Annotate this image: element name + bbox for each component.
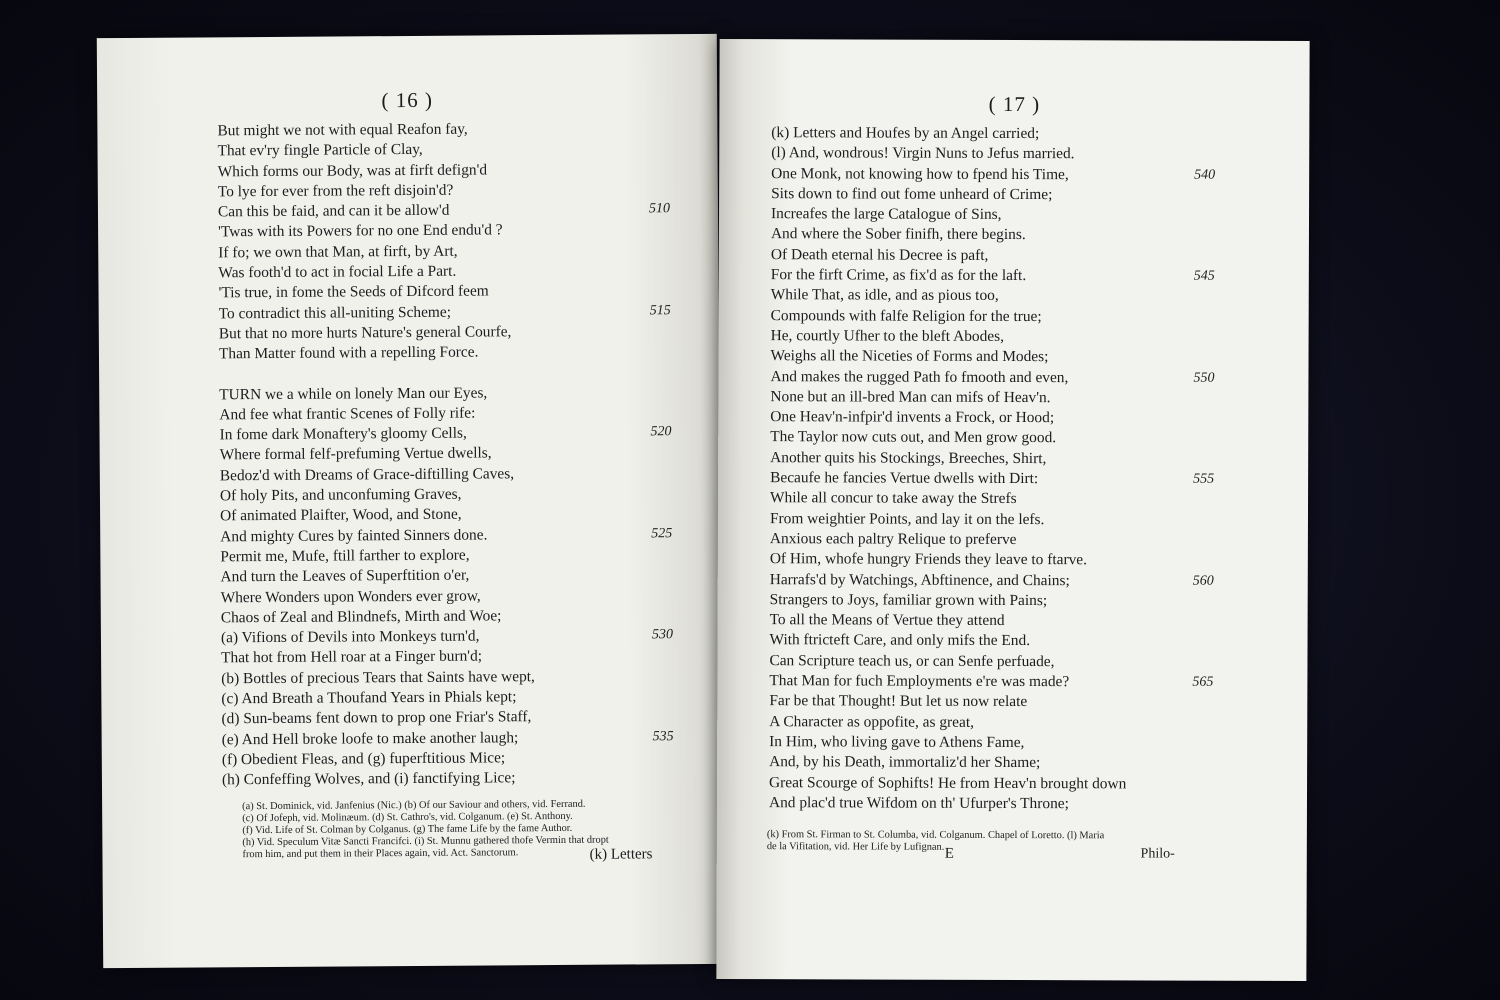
verse-text: With ftricteft Care, and only mifs the End. <box>769 631 1031 650</box>
footnote-line: de la Vifitation, vid. Her Life by Lufignan. <box>766 841 945 853</box>
footnote-line: from him, and put them in their Places again, vid. Act. Sanctorum. <box>242 847 519 861</box>
verse-line <box>771 306 1251 328</box>
verse-text: Another quits his Stockings, Breeches, Shirt, <box>770 448 1047 467</box>
verse-line <box>769 712 1249 734</box>
verse-text: That hot from Hell roar at a Finger burn'd; <box>221 647 483 667</box>
verse-text: The Taylor now cuts out, and Men grow good. <box>770 428 1057 447</box>
footnote-line: (f) Vid. Life of St. Colman by Colganus. (g) The fame Life by the fame Author. <box>242 822 573 837</box>
verse-text: One Monk, not knowing how to fpend his Time, <box>771 164 1069 183</box>
line-number: 555 <box>1193 471 1215 487</box>
verse-text: Of Death eternal his Decree is paft, <box>770 245 989 264</box>
verse-text: (h) Confeffing Wolves, and (i) fanctifying Lice; <box>221 769 516 789</box>
verse-text: And mighty Cures by fainted Sinners done. <box>220 526 488 545</box>
verse-text: Which forms our Body, was at firft defign'd <box>217 161 488 180</box>
verse-text: TURN we a while on lonely Man our Eyes, <box>219 384 488 403</box>
verse-text: Becaufe he fancies Vertue dwells with Dirt: <box>770 469 1039 488</box>
footnote-line: (a) St. Dominick, vid. Janfenius (Nic.) (b) Of our Saviour and others, vid. Ferrand. <box>242 798 586 813</box>
footnote-line: (k) From St. Firman to St. Columba, vid. Colganum. Chapel of Loretto. (l) Maria <box>766 829 1105 842</box>
verse-text: Can this be faid, and can it be allow'd <box>217 201 450 221</box>
verse-text: (b) Bottles of precious Tears that Saints have wept, <box>221 667 535 688</box>
verse-text: He, courtly Ufher to the bleft Abodes, <box>770 327 1005 345</box>
verse-text: Weighs all the Niceties of Forms and Modes; <box>770 347 1049 366</box>
verse-text: (e) And Hell broke loofe to make another laugh; <box>221 728 519 748</box>
verse-line <box>770 509 1250 531</box>
verse-text: Where Wonders upon Wonders ever grow, <box>220 587 481 606</box>
line-number: 565 <box>1192 674 1214 690</box>
verse-text: Strangers to Joys, familiar grown with Pains; <box>769 590 1048 609</box>
verse-text: Increafes the large Catalogue of Sins, <box>771 205 1002 224</box>
left-verse-block <box>217 118 674 790</box>
verse-text: To all the Means of Vertue they attend <box>769 611 1005 630</box>
line-number: 545 <box>1193 268 1215 284</box>
verse-text: Can Scripture teach us, or can Senfe perfuade, <box>769 651 1055 670</box>
verse-line <box>769 651 1249 673</box>
right-catchword: Philo- <box>1140 846 1175 862</box>
line-number: 510 <box>648 201 671 217</box>
line-number: 530 <box>651 627 673 643</box>
footnote-line: (h) Vid. Speculum Vitæ Sancti Francifci. (i) St. Munnu gathered thofe Vermin that dropt <box>242 834 609 849</box>
verse-text: And fee what frantic Scenes of Folly rife: <box>219 404 476 424</box>
verse-line <box>769 671 1249 693</box>
verse-line <box>771 286 1251 308</box>
verse-line <box>770 529 1250 551</box>
verse-line <box>771 123 1251 145</box>
verse-text: One Heav'n-infpir'd invents a Frock, or Hood; <box>770 408 1055 427</box>
verse-line <box>769 752 1249 774</box>
verse-text: But might we not with equal Reafon fay, <box>217 120 468 140</box>
verse-line <box>770 549 1250 571</box>
verse-text: If fo; we own that Man, at firft, by Art, <box>218 242 458 262</box>
verse-text: 'Twas with its Powers for no one End endu'd ? <box>218 221 503 241</box>
verse-line <box>769 793 1249 815</box>
verse-line <box>770 488 1250 510</box>
left-page <box>97 34 723 968</box>
verse-text: To lye for ever from the reft disjoin'd? <box>217 181 454 201</box>
verse-text: Sits down to find out fome unheard of Crime; <box>771 185 1053 204</box>
verse-line <box>770 570 1250 592</box>
left-catchword: (k) Letters <box>589 846 653 863</box>
line-number: 560 <box>1192 573 1214 589</box>
verse-text: (a) Vifions of Devils into Monkeys turn'd, <box>220 627 480 647</box>
verse-line <box>770 468 1250 490</box>
verse-text: In Him, who living gave to Athens Fame, <box>769 733 1025 751</box>
verse-line <box>771 164 1251 186</box>
verse-text: That ev'ry fingle Particle of Clay, <box>217 141 423 160</box>
verse-text: For the firft Crime, as fix'd as for the laft. <box>770 266 1027 285</box>
verse-text: Anxious each paltry Relique to preferve <box>769 530 1017 548</box>
verse-text: (c) And Breath a Thoufand Years in Phials kept; <box>221 688 517 708</box>
verse-line <box>769 773 1249 795</box>
footnote-line: (c) Of Jofeph, vid. Molinæum. (d) St. Cathro's, vid. Colganum. (e) St. Anthony. <box>242 810 573 825</box>
verse-line <box>770 346 1250 368</box>
verse-text: (f) Obedient Fleas, and (g) fuperftitious Mice; <box>221 749 506 769</box>
verse-text: None but an ill-bred Man can mifs of Heav'n. <box>770 388 1051 406</box>
verse-line <box>770 428 1250 450</box>
verse-text: 'Tis true, in fome the Seeds of Difcord feem <box>218 282 489 302</box>
verse-text: In fome dark Monaftery's gloomy Cells, <box>219 424 467 444</box>
verse-line <box>222 768 652 791</box>
verse-line <box>771 245 1251 267</box>
verse-text: While That, as idle, and as pious too, <box>770 286 999 305</box>
verse-line <box>219 342 649 365</box>
verse-text: Where formal felf-prefuming Vertue dwells, <box>219 444 492 464</box>
verse-text: That Man for fuch Employments e're was made? <box>769 672 1070 691</box>
verse-text: And plac'd true Wifdom on th' Ufurper's Throne; <box>768 793 1069 812</box>
verse-text: While all concur to take away the Strefs <box>770 489 1017 508</box>
verse-line <box>771 225 1251 247</box>
verse-line <box>769 732 1249 754</box>
line-number: 515 <box>649 302 671 318</box>
line-number: 535 <box>652 728 674 744</box>
verse-line <box>770 367 1250 389</box>
right-verse-block <box>769 123 1251 815</box>
verse-text: And turn the Leaves of Superftition o'er, <box>220 566 470 586</box>
verse-line <box>770 631 1250 653</box>
verse-text: Bedoz'd with Dreams of Grace-diftilling Caves, <box>219 465 515 485</box>
page-number-17: ( 17 ) <box>988 91 1041 117</box>
verse-text: And makes the rugged Path fo fmooth and even, <box>770 367 1069 386</box>
verse-text: (d) Sun-beams fent down to prop one Friar's Staff, <box>221 708 532 728</box>
verse-text: A Character as oppofite, as great, <box>769 712 974 731</box>
verse-text: (l) And, wondrous! Virgin Nuns to Jefus married. <box>771 144 1075 163</box>
verse-line <box>771 184 1251 206</box>
verse-line <box>770 590 1250 612</box>
signature-mark: E <box>944 845 954 862</box>
right-footnotes <box>767 829 1272 855</box>
verse-line <box>770 407 1250 429</box>
line-number: 550 <box>1193 370 1215 386</box>
verse-text: And where the Sober finifh, there begins. <box>770 225 1026 244</box>
verse-line <box>771 265 1251 287</box>
verse-line <box>771 143 1251 165</box>
verse-text: Of animated Plaifter, Wood, and Stone, <box>220 505 462 525</box>
verse-line <box>770 387 1250 409</box>
verse-text: From weightier Points, and lay it on the lefs. <box>769 509 1045 528</box>
verse-text: Permit me, Mufe, ftill farther to explore, <box>220 546 470 566</box>
verse-text: Far be that Thought! But let us now relate <box>769 692 1028 711</box>
line-number: 525 <box>651 525 673 541</box>
verse-line <box>771 326 1251 348</box>
verse-text: Harrafs'd by Watchings, Abftinence, and Chains; <box>769 570 1070 589</box>
line-number: 520 <box>650 424 672 440</box>
verse-text: Of holy Pits, and unconfuming Graves, <box>219 485 462 505</box>
verse-line <box>769 691 1249 713</box>
verse-line <box>770 610 1250 632</box>
page-number-16: ( 16 ) <box>381 87 434 113</box>
right-page <box>716 39 1309 981</box>
verse-text: Than Matter found with a repelling Force. <box>218 343 479 363</box>
verse-text: And, by his Death, immortaliz'd her Shame; <box>769 753 1041 772</box>
verse-text: (k) Letters and Houfes by an Angel carried; <box>771 124 1040 143</box>
verse-text: Compounds with falfe Religion for the true; <box>770 306 1042 325</box>
verse-text: Of Him, whofe hungry Friends they leave to ftarve. <box>769 550 1087 569</box>
verse-text: Was footh'd to act in focial Life a Part. <box>218 262 457 282</box>
line-number: 540 <box>1194 167 1216 183</box>
verse-text: Chaos of Zeal and Blindnefs, Mirth and Woe; <box>220 607 502 627</box>
verse-line <box>771 204 1251 226</box>
verse-text: But that no more hurts Nature's general Courfe, <box>218 323 512 343</box>
verse-text: To contradict this all-uniting Scheme; <box>218 303 452 323</box>
verse-line <box>770 448 1250 470</box>
verse-text: Great Scourge of Sophifts! He from Heav'n brought down <box>769 773 1127 792</box>
